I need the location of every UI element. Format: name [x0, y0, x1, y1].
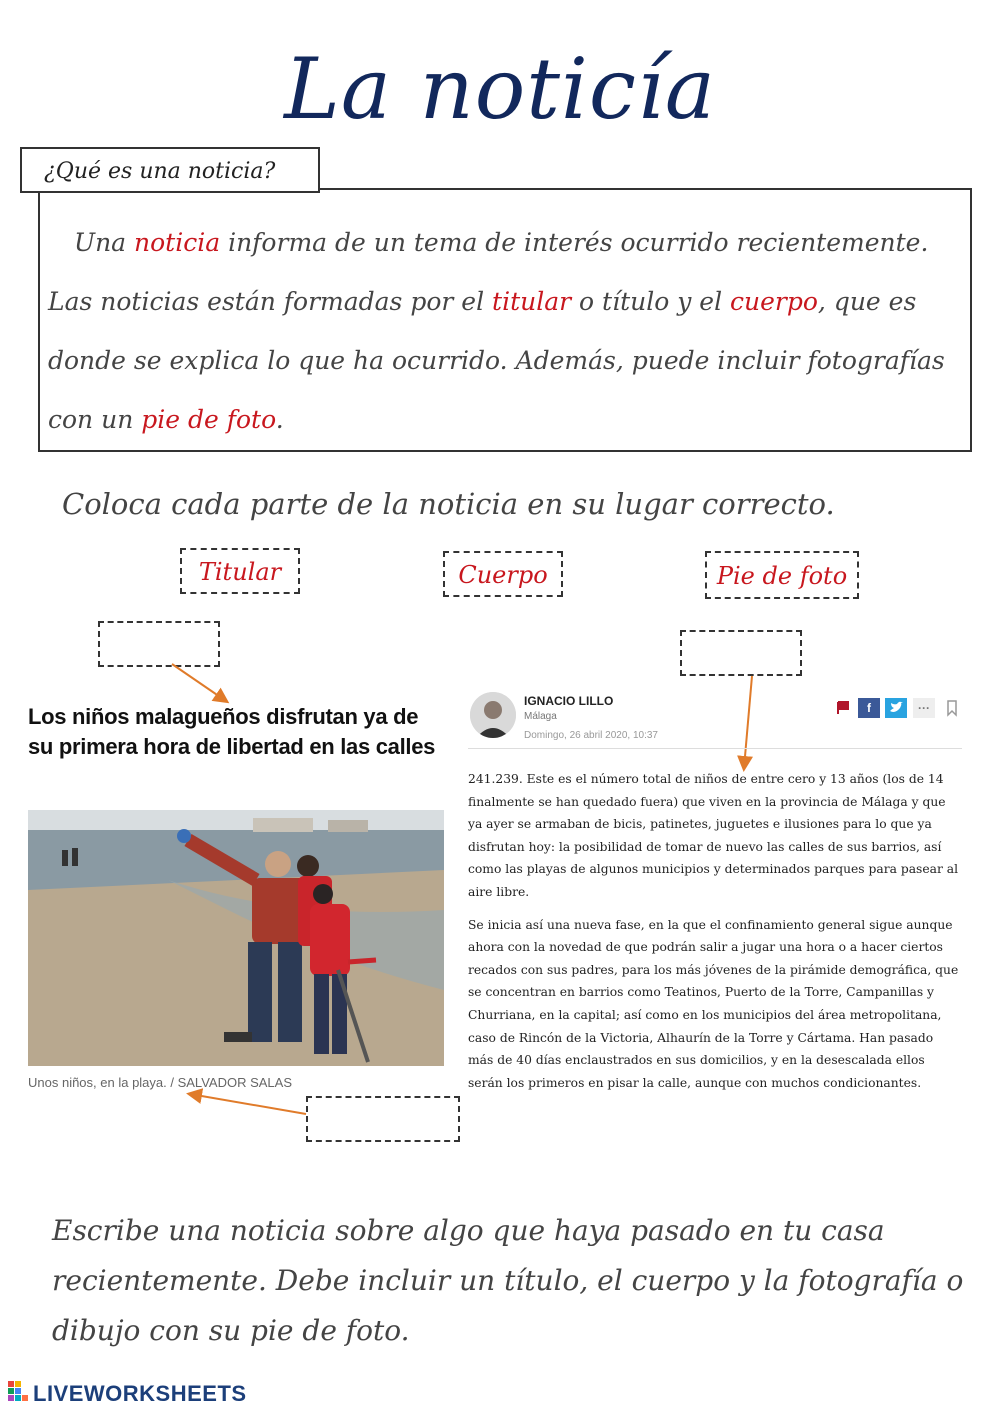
def-text: . [275, 405, 284, 434]
def-text: Una [74, 228, 135, 257]
author-place: Málaga [524, 711, 557, 722]
keyword-noticia: noticia [134, 228, 221, 257]
label-titular[interactable]: Titular [180, 548, 300, 594]
caption-text: Unos niños, en la playa. / [28, 1075, 178, 1090]
definition-label: ¿Qué es una noticia? [20, 147, 320, 193]
arrow-pie-de-foto [190, 1094, 306, 1114]
arrow-cuerpo [744, 676, 752, 768]
liveworksheets-logo-icon [8, 1381, 30, 1403]
instruction-1: Coloca cada parte de la noticia en su lugar correcto. [62, 487, 835, 521]
def-text: o título y el [571, 287, 731, 316]
footer-brand[interactable]: LIVEWORKSHEETS [33, 1381, 247, 1406]
caption-credit: SALVADOR SALAS [177, 1075, 292, 1090]
def-text: donde se explica lo que ha ocurrido. Además, puede incluir fotografías [48, 346, 945, 375]
article-body [468, 768, 962, 1104]
keyword-titular: titular [492, 287, 572, 316]
def-text: Las noticias están formadas por el [48, 287, 493, 316]
facebook-icon[interactable]: f [858, 698, 880, 718]
author-date: Domingo, 26 abril 2020, 10:37 [524, 730, 658, 741]
photo-caption [28, 1075, 292, 1090]
arrow-titular [172, 664, 226, 701]
page-title: La noticía [284, 40, 716, 138]
author-name: IGNACIO LILLO [524, 694, 614, 708]
article-headline: Los niños malagueños disfrutan ya de su primera hora de libertad en las calles [28, 704, 436, 759]
instruction-2: Escribe una noticia sobre algo que haya pasado en tu casa recientemente. Debe incluir un título, el cuerpo y la fotografía o dibujo con su pie de foto. [52, 1214, 964, 1347]
keyword-pie-de-foto: pie de foto [141, 405, 276, 434]
author-avatar [470, 692, 516, 738]
author-divider [468, 748, 962, 749]
body-paragraph: 241.239. Este es el número total de niños de entre cero y 13 años (los de 14 finalmente se han quedado fuera) que viven en la provincia de Málaga y que ya ayer se armaban de bicis, patinetes, juguetes e ilusiones para lo que ya disfrutan hoy: la posibilidad de tomar de nuevo las calles de sus barrios, así como las playas de algunos municipios y determinados parques para pasear al aire libre. [468, 772, 959, 899]
flag-icon[interactable] [832, 698, 854, 718]
article-photo [28, 810, 444, 1066]
bookmark-icon[interactable] [941, 698, 963, 718]
body-paragraph: Se inicia así una nueva fase, en la que el confinamiento general sigue aunque ahora con la novedad de que podrán salir a jugar una hora o a hacer ciertos recados con sus padres, para los más jóvenes de la pirámide demográfica, que se concentran en barrios como Teatinos, Puerto de la Torre, Campanillas y Churriana, en la capital; así como en los municipios del área metropolitana, caso de Rincón de la Victoria, Alhaurín de la Torre y Cártama. Han pasado más de 40 días enclaustrados en sus domicilios, y en la desescalada ellos serán los primeros en pisar la calle, aunque con muchos condicionantes. [468, 917, 959, 1090]
keyword-cuerpo: cuerpo [730, 287, 818, 316]
label-cuerpo[interactable]: Cuerpo [443, 551, 563, 597]
more-icon[interactable]: ··· [913, 698, 935, 718]
def-text: , que es [817, 287, 917, 316]
twitter-icon[interactable] [885, 698, 907, 718]
def-text: con un [48, 405, 142, 434]
def-text: informa de un tema de interés ocurrido recientemente. [220, 228, 929, 257]
label-pie-de-foto[interactable]: Pie de foto [705, 551, 859, 599]
